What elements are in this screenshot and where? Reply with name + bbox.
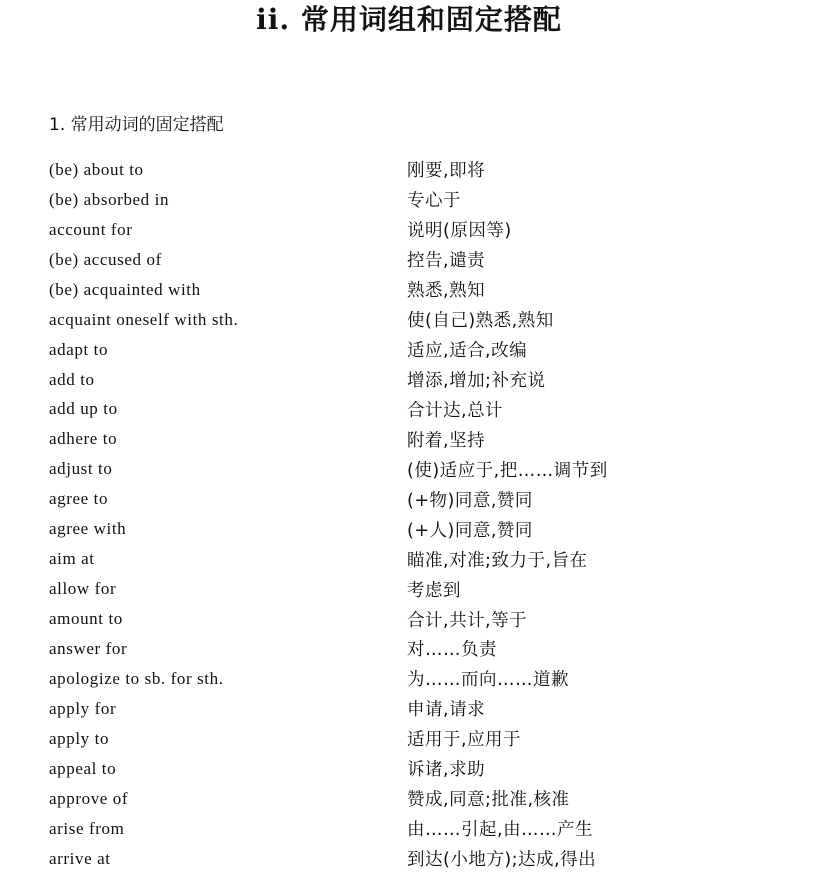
phrase-term: amount to	[49, 609, 123, 629]
list-item	[49, 155, 809, 185]
phrase-meaning: 考虑到	[407, 580, 461, 601]
phrase-term: aim at	[49, 549, 95, 569]
list-item	[49, 784, 809, 814]
phrase-meaning: 控告,谴责	[407, 251, 486, 272]
phrase-meaning: 专心于	[407, 191, 461, 212]
phrase-meaning: 申请,请求	[407, 700, 486, 721]
phrase-meaning: 熟悉,熟知	[407, 281, 486, 302]
phrase-meaning: 适应,适合,改编	[407, 341, 528, 362]
list-item	[49, 604, 809, 634]
list-item	[49, 335, 809, 365]
list-item	[49, 634, 809, 664]
phrase-term: apply for	[49, 698, 117, 718]
list-item	[49, 484, 809, 514]
phrase-meaning: (使)适应于,把……调节到	[407, 460, 608, 481]
list-item	[49, 514, 809, 544]
phrase-meaning: 合计,共计,等于	[407, 610, 528, 631]
phrase-term: agree to	[49, 489, 109, 509]
phrase-meaning: 使(自己)熟悉,熟知	[407, 311, 554, 332]
list-item	[49, 664, 809, 694]
phrase-term: (be) acquainted with	[49, 279, 201, 299]
list-item	[49, 215, 809, 245]
phrase-meaning: 说明(原因等)	[407, 221, 512, 242]
list-item	[49, 574, 809, 604]
phrase-meaning: 适用于,应用于	[407, 730, 522, 751]
phrase-term: adjust to	[49, 459, 113, 479]
list-item	[49, 185, 809, 215]
phrase-meaning: (+人)同意,赞同	[407, 520, 533, 541]
list-item	[49, 544, 809, 574]
phrase-term: answer for	[49, 638, 128, 658]
phrase-term: agree with	[49, 519, 127, 539]
phrase-meaning: 由……引起,由……产生	[407, 820, 594, 841]
phrase-meaning: 增添,增加;补充说	[407, 371, 546, 392]
phrase-meaning: 对……负责	[407, 640, 497, 661]
phrase-meaning: 合计达,总计	[407, 400, 504, 421]
list-item	[49, 724, 809, 754]
phrase-term: add up to	[49, 399, 118, 419]
phrase-meaning: 赞成,同意;批准,核准	[407, 790, 570, 811]
phrase-term: allow for	[49, 579, 117, 599]
phrase-term: apply to	[49, 728, 110, 748]
phrase-meaning: 为……而向……道歉	[407, 670, 569, 691]
phrase-term: add to	[49, 369, 95, 389]
list-item	[49, 754, 809, 784]
phrase-term: account for	[49, 219, 133, 239]
phrase-meaning: 到达(小地方);达成,得出	[407, 850, 597, 871]
phrase-term: arise from	[49, 818, 125, 838]
phrase-term: arrive at	[49, 848, 111, 868]
list-item	[49, 275, 809, 305]
list-item	[49, 365, 809, 395]
phrase-term: (be) about to	[49, 159, 144, 179]
list-item	[49, 395, 809, 425]
phrase-meaning: 诉诸,求助	[407, 760, 486, 781]
phrase-term: (be) absorbed in	[49, 189, 170, 209]
list-item	[49, 844, 809, 874]
phrase-term: appeal to	[49, 758, 117, 778]
section-heading: 1. 常用动词的固定搭配	[49, 115, 224, 135]
list-item	[49, 694, 809, 724]
phrase-meaning: (+物)同意,赞同	[407, 490, 533, 511]
phrase-term: adapt to	[49, 339, 109, 359]
list-item	[49, 424, 809, 454]
list-item	[49, 245, 809, 275]
phrase-term: acquaint oneself with sth.	[49, 309, 239, 329]
phrase-term: apologize to sb. for sth.	[49, 668, 224, 688]
phrase-term: (be) accused of	[49, 249, 162, 269]
phrase-term: adhere to	[49, 429, 118, 449]
phrase-meaning: 附着,坚持	[407, 430, 486, 451]
phrase-meaning: 瞄准,对准;致力于,旨在	[407, 550, 588, 571]
page-title: ii. 常用词组和固定搭配	[256, 3, 562, 36]
phrase-list	[49, 155, 809, 874]
phrase-meaning: 刚要,即将	[407, 161, 486, 182]
list-item	[49, 454, 809, 484]
list-item	[49, 814, 809, 844]
phrase-term: approve of	[49, 788, 129, 808]
list-item	[49, 305, 809, 335]
